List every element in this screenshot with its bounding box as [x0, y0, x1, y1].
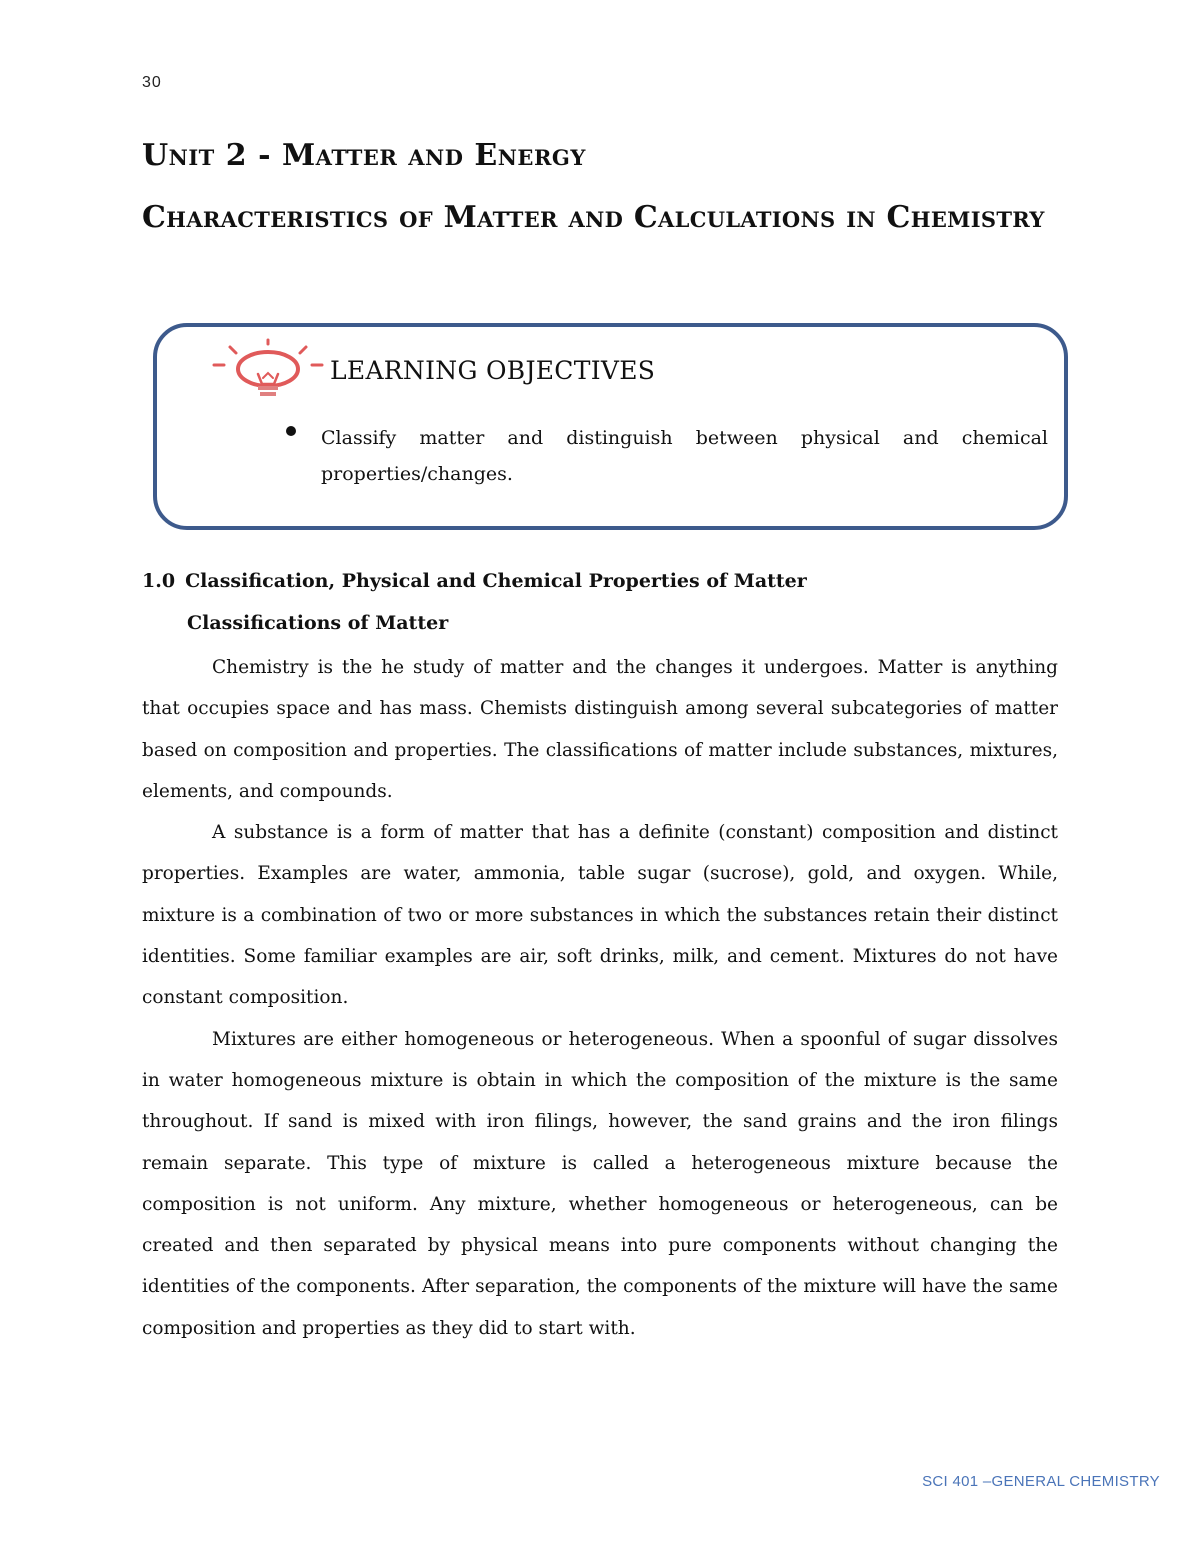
section-heading: [142, 570, 807, 592]
page-number: 30: [142, 74, 162, 91]
footer-course-label: SCI 401 –GENERAL CHEMISTRY: [922, 1473, 1160, 1490]
paragraph: A substance is a form of matter that has a definite (constant) composition and distinct properties. Examples are water, ammonia, table sugar (sucrose), gold, and oxygen. While, mixture is a combination of two or more substances in which the substances retain their distinct identities. Some familiar examples are air, soft drinks, milk, and cement. Mixtures do not have constant composition.: [142, 822, 1058, 1009]
objective-item: Classify matter and distinguish between physical and chemical properties/changes.: [321, 427, 1048, 485]
paragraph: Chemistry is the he study of matter and the changes it undergoes. Matter is anything that occupies space and has mass. Chemists distinguish among several subcategories of matter based on composition and properties. The classifications of matter include substances, mixtures, elements, and compounds.: [142, 657, 1058, 802]
learning-objectives-heading: LEARNING OBJECTIVES: [330, 356, 656, 385]
unit-title: Unit 2 - Matter and Energy: [142, 138, 586, 173]
section-title: Classification, Physical and Chemical Properties of Matter: [185, 570, 807, 592]
paragraph: Mixtures are either homogeneous or heterogeneous. When a spoonful of sugar dissolves in water homogeneous mixture is obtain in which the composition of the mixture is the same throughout. If sand is mixed with iron filings, however, the sand grains and the iron filings remain separate. This type of mixture is called a heterogeneous mixture because the composition is not uniform. Any mixture, whether homogeneous or heterogeneous, can be created and then separated by physical means into pure components without changing the identities of the components. After separation, the components of the mixture will have the same composition and properties as they did to start with.: [142, 1028, 1058, 1339]
subsection-title: Classifications of Matter: [187, 612, 449, 634]
bullet-icon: [286, 426, 296, 436]
lightbulb-icon: [210, 338, 326, 400]
body-text: [142, 647, 1058, 1349]
section-number: 1.0: [142, 570, 176, 592]
chapter-title: Characteristics of Matter and Calculations in Chemistry: [142, 200, 1045, 235]
